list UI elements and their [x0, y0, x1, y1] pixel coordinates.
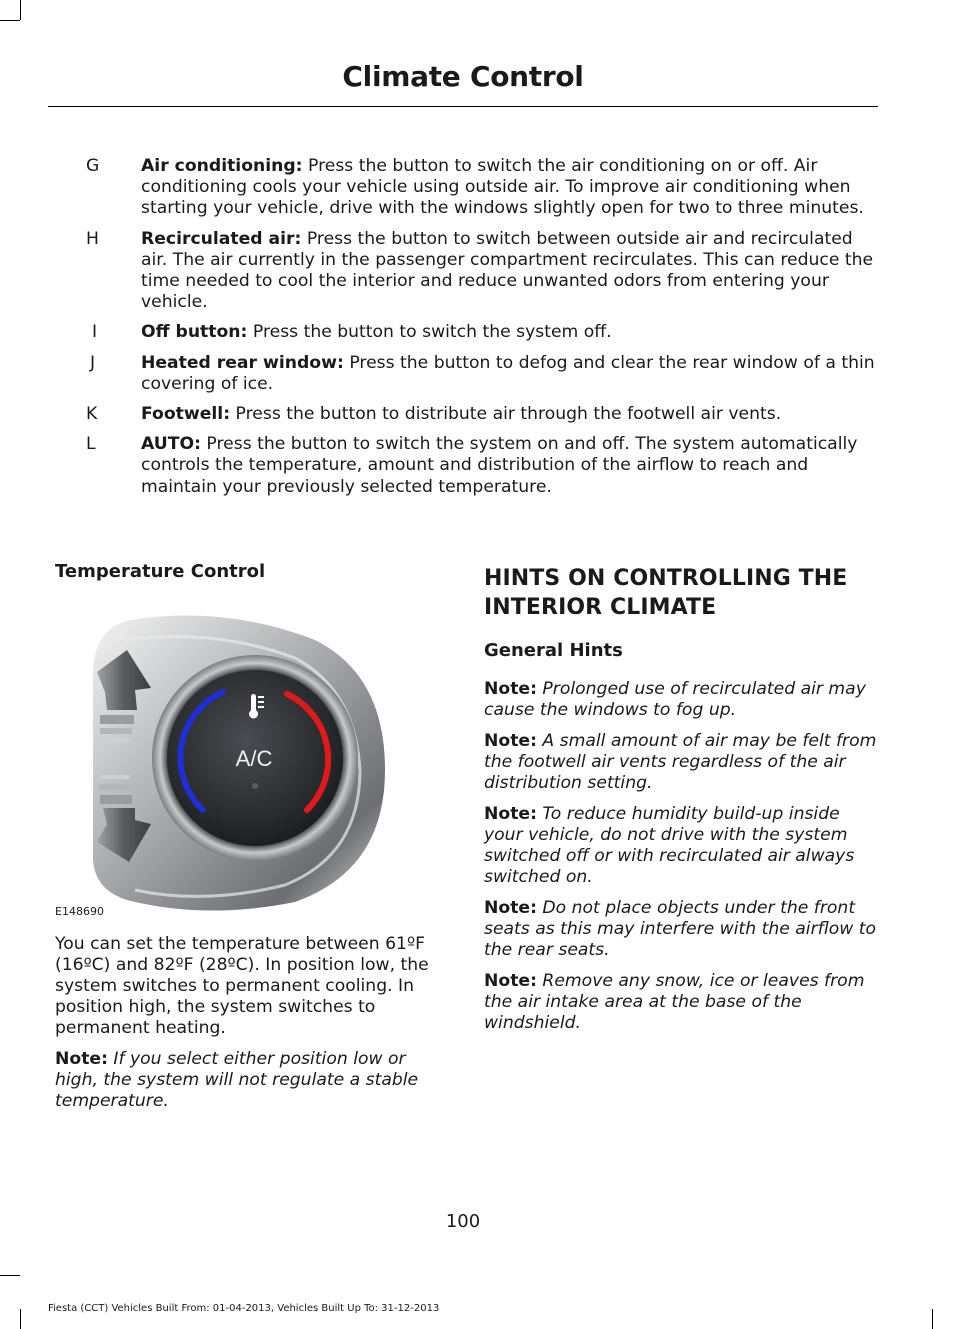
temperature-body: You can set the temperature between 61ºF (16ºC) and 82ºF (28ºC). In position low, the system switches to permanent cooling. In position high, the system switches to permanent heating. — [55, 934, 429, 1038]
temperature-note — [55, 1049, 450, 1112]
item-description — [141, 404, 876, 425]
list-item — [86, 353, 876, 395]
footer-text: Fiesta (CCT) Vehicles Built From: 01-04-2013, Vehicles Built Up To: 31-12-2013 — [48, 1303, 440, 1314]
temperature-heading: Temperature Control — [55, 561, 266, 582]
note-label: Note: — [484, 804, 537, 824]
page-number: 100 — [445, 1211, 481, 1232]
hint-note — [484, 804, 879, 888]
figure-code: E148690 — [55, 905, 104, 918]
item-description — [141, 353, 876, 395]
item-letter: J — [90, 352, 96, 373]
item-text: Press the button to distribute air through the footwell air vents. — [230, 404, 782, 425]
item-letter: K — [86, 404, 98, 425]
ac-label: A/C — [235, 746, 273, 771]
note-label: Note: — [484, 731, 537, 751]
note-label: Note: — [484, 971, 537, 991]
item-text: Press the button to switch the air conditioning on or off. Air conditioning cools your vehicle using outside air. To improve air conditioning when starting your vehicle, drive with the windows slightly open for two to three minutes. — [141, 156, 864, 219]
temperature-dial-illustration — [55, 610, 445, 920]
item-letter: L — [86, 434, 96, 455]
item-text: Press the button to switch between outside air and recirculated air. The air currently in the passenger compartment recirculates. This can reduce the time needed to cool the interior and reduce unwanted odors from entering your vehicle. — [141, 228, 874, 313]
note-text: A small amount of air may be felt from the footwell air vents regardless of the air distribution setting. — [484, 731, 877, 793]
note-text: Do not place objects under the front seats as this may interfere with the airflow to the rear seats. — [484, 898, 877, 960]
note-text: To reduce humidity build-up inside your vehicle, do not drive with the system switched off or with recirculated air always switched on. — [484, 804, 855, 887]
crop-mark — [0, 20, 20, 21]
hints-heading: HINTS ON CONTROLLING THE INTERIOR CLIMATE — [484, 566, 848, 620]
general-hints-heading: General Hints — [484, 640, 623, 661]
hint-note — [484, 679, 879, 721]
item-term: Air conditioning: — [141, 156, 303, 176]
note-label: Note: — [484, 898, 537, 918]
item-text: Press the button to defog and clear the rear window of a thin covering of ice. — [141, 352, 875, 394]
item-term: Footwell: — [141, 404, 231, 425]
note-label: Note: — [55, 1049, 108, 1069]
item-letter: G — [86, 156, 100, 176]
item-term: AUTO: — [141, 434, 201, 455]
item-description — [141, 229, 876, 314]
item-term: Off button: — [141, 322, 248, 343]
list-item — [86, 404, 876, 425]
note-text: If you select either position low or high, the system will not regulate a stable temperature. — [55, 1049, 419, 1111]
control-item-list — [86, 156, 876, 507]
item-text: Press the button to switch the system on and off. The system automatically controls the temperature, amount and distribution of the airflow to reach and maintain your previously selected temperature. — [141, 434, 858, 497]
item-description — [141, 434, 876, 498]
page-title: Climate Control — [342, 60, 584, 93]
hint-note — [484, 971, 879, 1034]
temperature-dial-figure — [55, 610, 445, 920]
item-term: Heated rear window: — [141, 352, 344, 373]
crop-mark — [20, 1309, 21, 1329]
item-letter: H — [86, 228, 99, 249]
list-item — [86, 322, 876, 343]
item-letter: I — [92, 322, 98, 343]
crop-mark — [932, 1309, 933, 1329]
crop-mark — [20, 0, 21, 20]
note-text: Prolonged use of recirculated air may cause the windows to fog up. — [484, 679, 866, 720]
item-description — [141, 156, 876, 220]
list-item — [86, 229, 876, 314]
note-text: Remove any snow, ice or leaves from the air intake area at the base of the windshield. — [484, 971, 865, 1033]
list-item — [86, 434, 876, 498]
item-term: Recirculated air: — [141, 228, 302, 249]
hint-note — [484, 731, 879, 794]
crop-mark — [0, 1275, 20, 1276]
item-text: Press the button to switch the system off. — [247, 322, 612, 343]
hint-note — [484, 898, 879, 961]
item-description — [141, 322, 876, 343]
title-rule — [48, 106, 878, 107]
note-label: Note: — [484, 679, 537, 699]
list-item — [86, 156, 876, 220]
